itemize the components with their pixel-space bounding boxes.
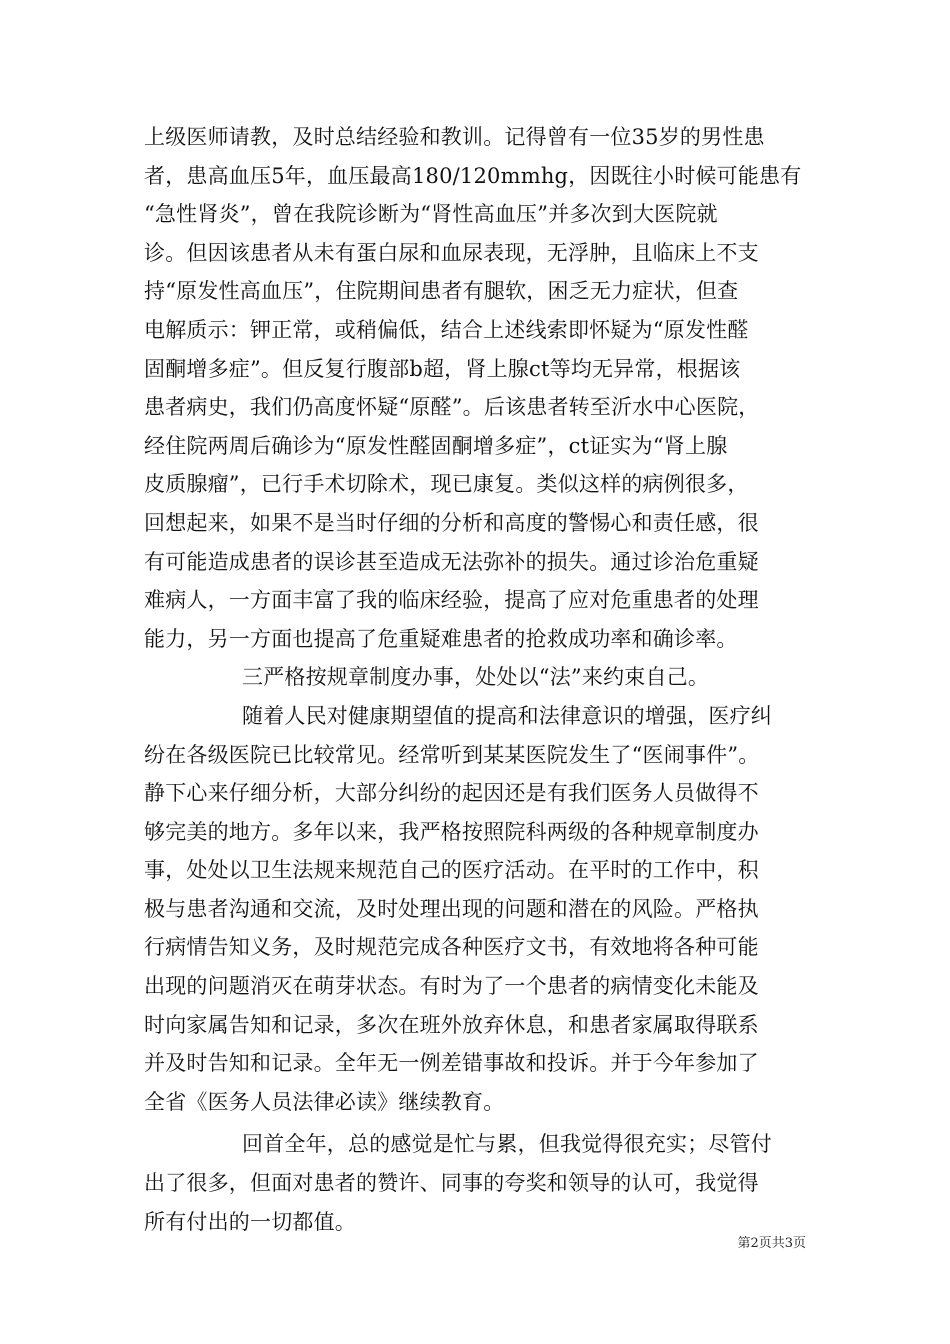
text-line: 皮质腺瘤”，已行手术切除术，现已康复。类似这样的病例很多， bbox=[144, 472, 749, 497]
text-line: 够完美的地方。多年以来，我严格按照院科两级的各种规章制度办 bbox=[144, 819, 759, 844]
text-line: 所有付出的一切都值。 bbox=[144, 1209, 356, 1234]
text-line: 上级医师请教，及时总结经验和教训。记得曾有一位35岁的男性患 bbox=[144, 125, 765, 149]
text-line: 出了很多，但面对患者的赞许、同事的夸奖和领导的认可，我觉得 bbox=[144, 1171, 759, 1196]
text-line: 事，处处以卫生法规来规范自己的医疗活动。在平时的工作中，积 bbox=[144, 858, 759, 883]
text-line: 者，患高血压5年，血压最高180/120mmhg，因既往小时候可能患有 bbox=[144, 163, 802, 188]
text-line: 能力，另一方面也提高了危重疑难患者的抢救成功率和确诊率。 bbox=[144, 626, 738, 651]
text-line: 回想起来，如果不是当时仔细的分析和高度的警惕心和责任感，很 bbox=[144, 510, 759, 535]
text-line: 全省《医务人员法律必读》继续教育。 bbox=[144, 1089, 505, 1114]
text-line: 诊。但因该患者从未有蛋白尿和血尿表现，无浮肿，且临床上不支 bbox=[144, 240, 759, 265]
text-line: 静下心来仔细分析，大部分纠纷的起因还是有我们医务人员做得不 bbox=[144, 781, 759, 806]
section-heading: 三严格按规章制度办事，处处以“法”来约束自己。 bbox=[242, 665, 710, 690]
text-line: 极与患者沟通和交流，及时处理出现的问题和潜在的风险。严格执 bbox=[144, 896, 759, 921]
text-line: 纷在各级医院已比较常见。经常听到某某医院发生了“医闹事件”。 bbox=[144, 742, 760, 767]
text-line: 经住院两周后确诊为“原发性醛固酮增多症”，ct证实为“肾上腺 bbox=[144, 433, 728, 458]
text-line: 行病情告知义务，及时规范完成各种医疗文书，有效地将各种可能 bbox=[144, 935, 759, 960]
text-line: 持“原发性高血压”，住院期间患者有腿软，困乏无力症状，但查 bbox=[144, 279, 739, 304]
paragraph-regulations bbox=[144, 697, 834, 1122]
text-line: 固酮增多症”。但反复行腹部b超，肾上腺ct等均无异常，根据该 bbox=[144, 356, 741, 381]
text-line: 电解质示：钾正常，或稍偏低，结合上述线索即怀疑为“原发性醛 bbox=[144, 317, 749, 342]
text-line: 并及时告知和记录。全年无一例差错事故和投诉。并于今年参加了 bbox=[144, 1051, 759, 1076]
page-number: 第2页共3页 bbox=[737, 1236, 806, 1251]
document-body bbox=[144, 118, 834, 1241]
text-line: 时向家属告知和记录，多次在班外放弃休息，和患者家属取得联系 bbox=[144, 1012, 759, 1037]
text-line: 出现的问题消灭在萌芽状态。有时为了一个患者的病情变化未能及 bbox=[144, 974, 759, 999]
text-line: 回首全年，总的感觉是忙与累，但我觉得很充实；尽管付 bbox=[242, 1132, 772, 1157]
paragraph-conclusion bbox=[144, 1125, 834, 1241]
text-line: 有可能造成患者的误诊甚至造成无法弥补的损失。通过诊治危重疑 bbox=[144, 549, 759, 574]
text-line: 难病人，一方面丰富了我的临床经验，提高了应对危重患者的处理 bbox=[144, 588, 759, 613]
paragraph-case-study bbox=[144, 118, 834, 658]
text-line: 随着人民对健康期望值的提高和法律意识的增强，医疗纠 bbox=[242, 703, 772, 728]
text-line: 患者病史，我们仍高度怀疑“原醛”。后该患者转至沂水中心医院， bbox=[144, 395, 760, 420]
text-line: “急性肾炎”，曾在我院诊断为“肾性高血压”并多次到大医院就 bbox=[144, 202, 718, 227]
